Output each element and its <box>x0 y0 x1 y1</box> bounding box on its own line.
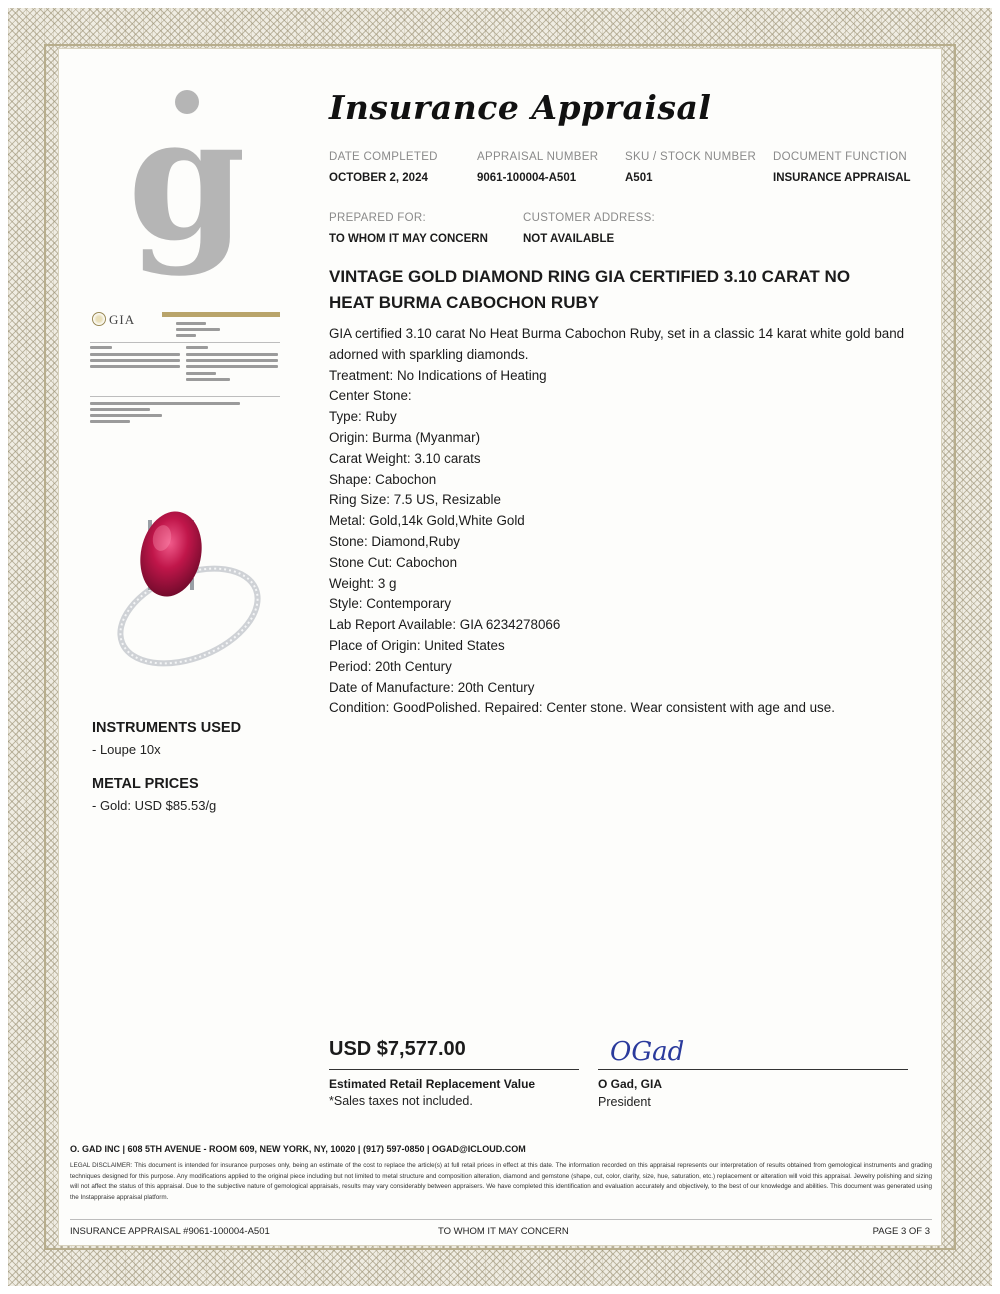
tax-note: *Sales taxes not included. <box>329 1094 473 1108</box>
company-logo <box>132 88 242 278</box>
gia-report-thumbnail <box>90 308 280 430</box>
logo-letter: g <box>132 88 242 278</box>
detail-line: Type: Ruby <box>329 409 397 425</box>
instruments-item: - Loupe 10x <box>92 742 161 757</box>
value-divider <box>329 1069 579 1070</box>
signer-title: President <box>598 1095 651 1109</box>
item-description <box>329 324 919 719</box>
value-label: Estimated Retail Replacement Value <box>329 1077 536 1091</box>
gia-logo: GIA <box>92 312 135 328</box>
detail-line: Center Stone: <box>329 388 412 404</box>
detail-line: Shape: Cabochon <box>329 471 437 487</box>
item-intro: GIA certified 3.10 carat No Heat Burma Cabochon Ruby, set in a classic 14 karat white gold band adorned with sparkling diamonds. <box>329 326 905 362</box>
signature-divider <box>598 1069 908 1070</box>
metal-prices-heading: METAL PRICES <box>92 776 199 792</box>
detail-line: Date of Manufacture: 20th Century <box>329 679 535 695</box>
sku-number: SKU / STOCK NUMBER A501 <box>625 151 757 184</box>
page-number: PAGE 3 OF 3 <box>872 1226 930 1237</box>
footer-recipient: TO WHOM IT MAY CONCERN <box>438 1226 569 1237</box>
detail-line: Style: Contemporary <box>329 596 452 612</box>
instruments-section <box>92 720 241 757</box>
detail-line: Carat Weight: 3.10 carats <box>329 450 481 466</box>
detail-line: Stone: Diamond,Ruby <box>329 533 461 549</box>
detail-line: Ring Size: 7.5 US, Resizable <box>329 492 501 508</box>
date-completed: DATE COMPLETED OCTOBER 2, 2024 <box>329 151 438 184</box>
legal-disclaimer: LEGAL DISCLAIMER: This document is intended for insurance purposes only, being an estimate of the cost to replace the article(s) at full retail prices in effect at this date. The information recorded on this appraisal represents our interpretation of results obtained from gemological instruments and grading techniques designed for this purpose. Any modifications applied to the original piece including but not limited to metal structure and composition alteration, diamond and gemstone (shape, cut, color, clarity, size, hue, saturation, etc.) replacement or alteration will void this appraisal. Jewelry polishing and sizing will not affect the status of this appraisal. Due to the subjective nature of gemological appraisals, results may vary considerably between appraisers. We have completed this identification and evaluation accurately and objectively, to the best of our knowledge and abilities. This document was generated using the Instappraise appraisal platform. <box>70 1162 932 1201</box>
detail-line: Treatment: No Indications of Heating <box>329 367 547 383</box>
metal-prices-section <box>92 776 216 813</box>
customer-address: CUSTOMER ADDRESS: NOT AVAILABLE <box>523 212 656 245</box>
detail-line: Stone Cut: Cabochon <box>329 554 458 570</box>
metal-prices-item: - Gold: USD $85.53/g <box>92 798 217 813</box>
meta-row-2 <box>329 212 723 245</box>
prepared-for: PREPARED FOR: TO WHOM IT MAY CONCERN <box>329 212 488 245</box>
detail-line: Metal: Gold,14k Gold,White Gold <box>329 513 525 529</box>
document-title: Insurance Appraisal <box>329 88 712 127</box>
instruments-heading: INSTRUMENTS USED <box>92 720 242 736</box>
appraisal-number: APPRAISAL NUMBER 9061-100004-A501 <box>477 151 599 184</box>
signer-name: O Gad, GIA <box>598 1077 663 1091</box>
appraisal-value: USD $7,577.00 <box>329 1038 466 1060</box>
detail-line: Place of Origin: United States <box>329 637 505 653</box>
ring-image <box>104 498 274 678</box>
footer-divider <box>70 1219 932 1220</box>
detail-line: Origin: Burma (Myanmar) <box>329 429 481 445</box>
detail-line: Weight: 3 g <box>329 575 397 591</box>
footer-appraisal-id: INSURANCE APPRAISAL #9061-100004-A501 <box>70 1226 270 1237</box>
meta-row-1 <box>329 151 923 184</box>
company-address: O. GAD INC | 608 5TH AVENUE - ROOM 609, NEW YORK, NY, 10020 | (917) 597-0850 | OGAD@ICLOUD.COM <box>70 1144 526 1154</box>
item-title: VINTAGE GOLD DIAMOND RING GIA CERTIFIED 3.10 CARAT NO HEAT BURMA CABOCHON RUBY <box>329 267 851 312</box>
svg-text:OGad: OGad <box>610 1037 685 1067</box>
document-function: DOCUMENT FUNCTION INSURANCE APPRAISAL <box>773 151 911 184</box>
gia-gem-icon <box>92 312 106 326</box>
detail-line: Condition: GoodPolished. Repaired: Center stone. Wear consistent with age and use. <box>329 700 835 716</box>
signature-image <box>606 1032 696 1068</box>
detail-line: Period: 20th Century <box>329 658 452 674</box>
detail-line: Lab Report Available: GIA 6234278066 <box>329 617 561 633</box>
